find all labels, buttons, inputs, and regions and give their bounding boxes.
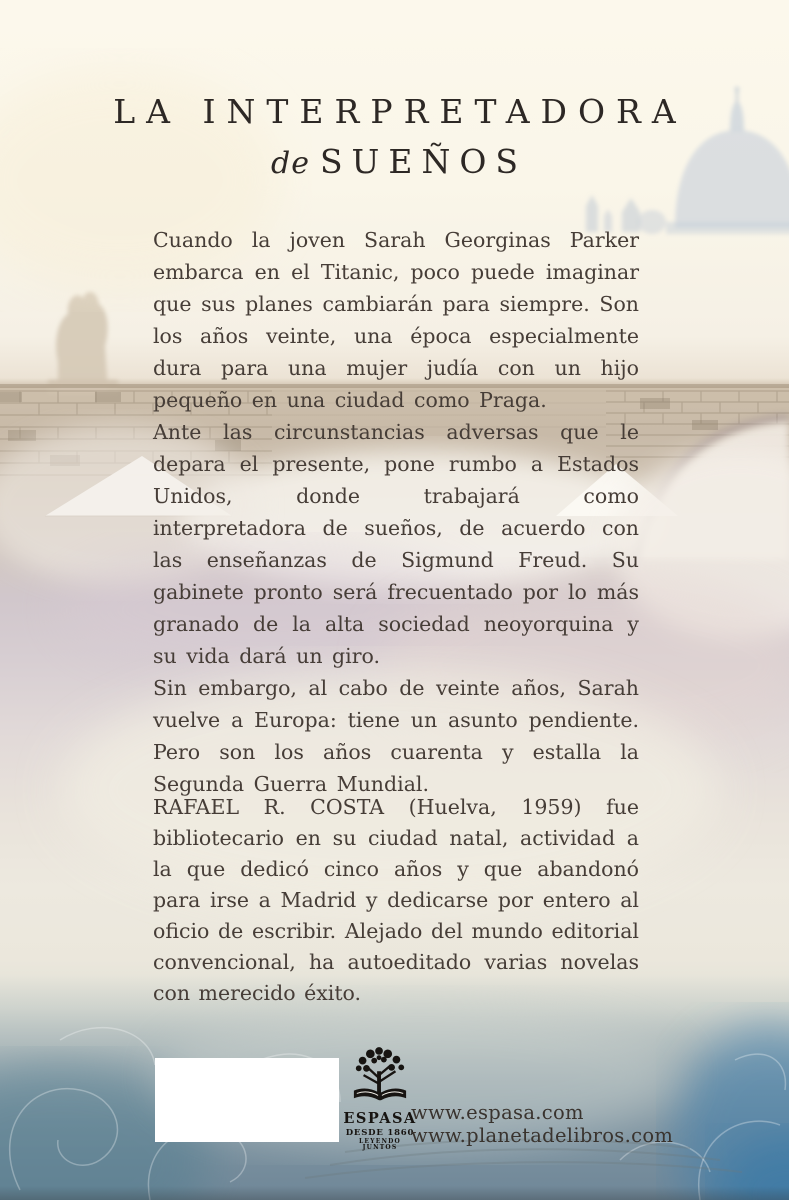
title-line-2 bbox=[0, 142, 789, 181]
book-title bbox=[0, 92, 789, 181]
espasa-url: www.espasa.com bbox=[411, 1101, 584, 1124]
bridge-statue-icon bbox=[48, 292, 118, 394]
espasa-logo-tagline: LEYENDO JUNTOS bbox=[359, 1138, 401, 1151]
title-suenos: SUEÑOS bbox=[319, 142, 527, 181]
espasa-logo-since: DESDE 1860 bbox=[345, 1127, 415, 1138]
title-de-script: de bbox=[270, 146, 310, 181]
author-bio: RAFAEL R. COSTA (Huelva, 1959) fue bibliotecario en su ciudad natal, actividad a la que dedicó cinco años y que abandonó para irse a Madrid y dedicarse por entero al oficio de escribir. Alejado del mundo editorial convencional, ha autoeditado varias novelas con merecido éxito. bbox=[153, 795, 639, 1005]
synopsis-paragraph: Cuando la joven Sarah Georginas Parker embarca en el Titanic, poco puede imaginar que sus planes cambiarán para siempre. Son los años veinte, una época especialmente dura para una mujer judía con un hijo pequeño en una ciudad como Praga. bbox=[153, 228, 639, 412]
synopsis-paragraph: Sin embargo, al cabo de veinte años, Sarah vuelve a Europa: tiene un asunto pendiente. Pero son los años cuarenta y estalla la Segunda Guerra Mundial. bbox=[153, 676, 639, 796]
espasa-tree-book-icon bbox=[351, 1046, 409, 1110]
synopsis-block bbox=[153, 224, 639, 800]
planetadelibros-url: www.planetadelibros.com bbox=[411, 1124, 674, 1147]
barcode-placeholder bbox=[155, 1058, 339, 1142]
synopsis-paragraph: Ante las circunstancias adversas que le depara el presente, pone rumbo a Estados Unidos, donde trabajará como interpretadora de sueños, de acuerdo con las enseñanzas de Sigmund Freud. Su gabinete pronto será frecuentado por lo más granado de la alta sociedad neoyorquina y su vida dará un giro. bbox=[153, 420, 639, 668]
publisher-websites bbox=[411, 1101, 673, 1147]
espasa-logo-name: ESPASA bbox=[343, 1110, 417, 1127]
espasa-publisher-logo bbox=[340, 1046, 420, 1151]
title-line-1: LA INTERPRETADORA bbox=[113, 92, 687, 131]
bottom-edge-shadow bbox=[0, 1186, 789, 1200]
